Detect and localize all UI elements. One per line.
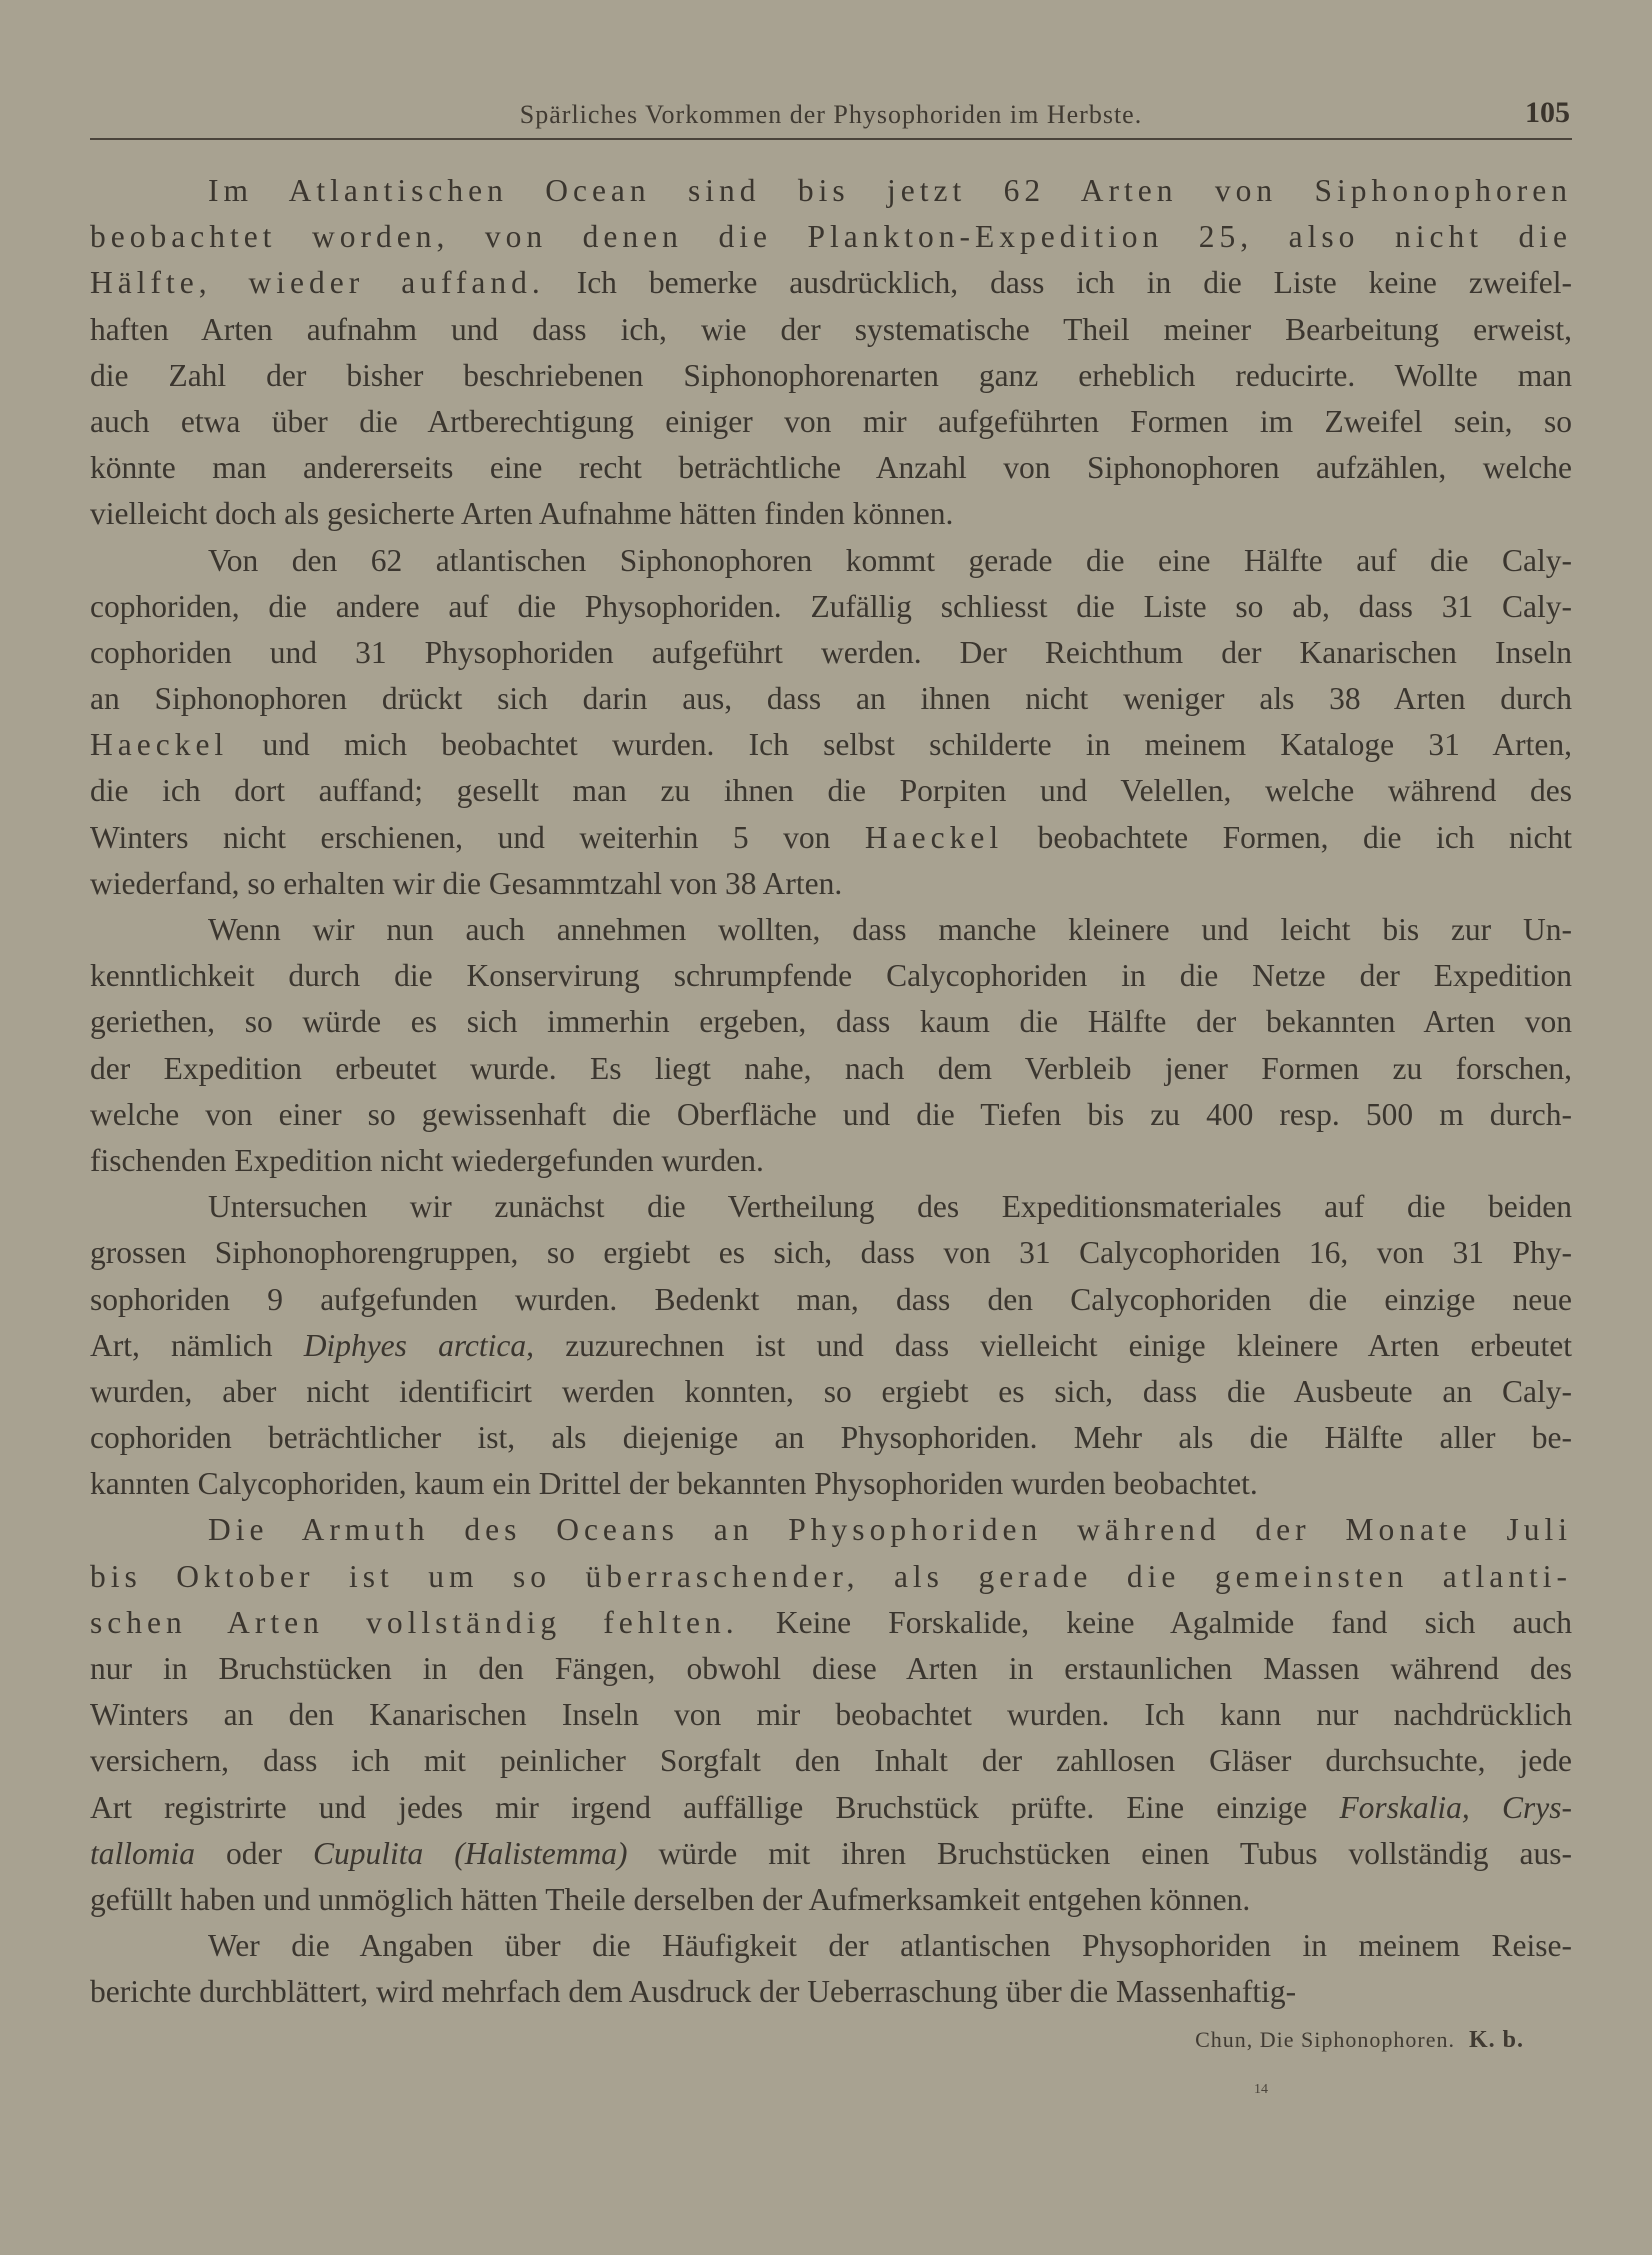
text-segment: die ich dort auffand; gesellt man zu ihnen die Porpiten und Velellen, welche während des [90, 773, 1572, 809]
text-line [90, 1692, 1572, 1738]
text-line [90, 168, 1572, 214]
text-line [90, 353, 1572, 399]
text-line [90, 1969, 1572, 2015]
text-line [90, 260, 1572, 306]
text-segment: würde mit ihren Bruchstücken einen Tubus vollständig aus- [627, 1835, 1572, 1871]
text-segment: und mich beobachtet wurden. Ich selbst schilderte in meinem Kataloge 31 Arten, [228, 727, 1572, 763]
text-segment: cophoriden und 31 Physophoriden aufgeführt werden. Der Reichthum der Kanarischen Inseln [90, 634, 1572, 670]
text-line [90, 538, 1572, 584]
text-line [90, 1277, 1572, 1323]
text-line [90, 1415, 1572, 1461]
text-line [90, 953, 1572, 999]
text-segment: Wenn wir nun auch annehmen wollten, dass manche kleinere und leicht bis zur Un- [208, 912, 1572, 947]
text-line [90, 1877, 1572, 1923]
text-segment: Art, nämlich [90, 1327, 304, 1363]
text-segment: vielleicht doch als gesicherte Arten Aufnahme hätten finden können. [90, 496, 954, 532]
text-line [90, 1369, 1572, 1415]
text-segment: kannten Calycophoriden, kaum ein Drittel der bekannten Physophoriden wurden beobachtet. [90, 1466, 1258, 1502]
signature-text: Chun, Die Siphonophoren. [1195, 2027, 1455, 2052]
text-segment: Keine Forskalide, keine Agalmide fand sich auch [738, 1604, 1572, 1640]
text-segment: Winters an den Kanarischen Inseln von mir beobachtet wurden. Ich kann nur nachdrücklich [90, 1697, 1572, 1733]
text-segment: cophoriden beträchtlicher ist, als diejenige an Physophoriden. Mehr als die Hälfte aller be- [90, 1420, 1572, 1456]
text-segment: fischenden Expedition nicht wiedergefunden wurden. [90, 1142, 764, 1178]
text-line [90, 676, 1572, 722]
text-segment: Art registrirte und jedes mir irgend auffällige Bruchstück prüfte. Eine einzige [90, 1789, 1340, 1825]
text-segment: oder [195, 1835, 314, 1871]
text-line [90, 1323, 1572, 1369]
text-segment: könnte man andererseits eine recht beträchtliche Anzahl von Siphonophoren aufzählen, welche [90, 450, 1572, 486]
italic-text: Cupulita (Halistemma) [313, 1835, 628, 1871]
text-segment: haften Arten aufnahm und dass ich, wie der systematische Theil meiner Bearbeitung erweist, [90, 311, 1572, 347]
running-title: Spärliches Vorkommen der Physophoriden im Herbste. [519, 100, 1143, 129]
sheet-number: 14 [1254, 2082, 1268, 2097]
text-segment: die Zahl der bisher beschriebenen Siphonophorenarten ganz erheblich reducirte. Wollte man [90, 357, 1572, 393]
text-line [90, 445, 1572, 491]
text-segment: beobachtete Formen, die ich nicht [1003, 819, 1572, 855]
spaced-text: bis Oktober ist um so überraschender, als gerade die gemeinsten atlanti- [90, 1558, 1572, 1594]
text-segment: Wer die Angaben über die Häufigkeit der atlantischen Physophoriden in meinem Reise- [208, 1928, 1572, 1964]
text-segment: kenntlichkeit durch die Konservirung schrumpfende Calycophoriden in die Netze der Expedition [90, 958, 1572, 994]
spaced-text: beobachtet worden, von denen die Plankton-Expedition 25, also nicht die [90, 219, 1572, 255]
text-segment: grossen Siphonophorengruppen, so ergiebt es sich, dass von 31 Calycophoriden 16, von 31 Phy- [90, 1235, 1572, 1271]
page-number: 105 [1525, 96, 1570, 129]
italic-text: Forskalia, Crys- [1339, 1789, 1572, 1825]
italic-text: Diphyes arctica, [303, 1327, 535, 1363]
text-line [90, 1046, 1572, 1092]
text-line [90, 907, 1572, 953]
text-line [90, 1600, 1572, 1646]
text-line [90, 1646, 1572, 1692]
text-line [90, 1092, 1572, 1138]
text-line [90, 815, 1572, 861]
text-line [90, 1230, 1572, 1276]
text-segment: nur in Bruchstücken in den Fängen, obwohl diese Arten in erstaunlichen Massen während des [90, 1651, 1572, 1686]
spaced-text: schen Arten vollständig fehlten. [90, 1604, 739, 1640]
signature-mark: K. b. [1468, 2027, 1524, 2053]
text-line [90, 1507, 1572, 1553]
text-segment: versichern, dass ich mit peinlicher Sorgfalt den Inhalt der zahllosen Gläser durchsuchte, jede [90, 1743, 1572, 1779]
text-line [90, 1461, 1572, 1507]
text-line [90, 1738, 1572, 1784]
text-segment: wiederfand, so erhalten wir die Gesammtzahl von 38 Arten. [90, 865, 843, 901]
text-segment: berichte durchblättert, wird mehrfach dem Ausdruck der Ueberraschung über die Massenhaftig- [90, 1974, 1297, 2010]
text-line [90, 1138, 1572, 1184]
text-segment: sophoriden 9 aufgefunden wurden. Bedenkt man, dass den Calycophoriden die einzige neue [90, 1281, 1572, 1317]
text-line [90, 1923, 1572, 1969]
text-segment: Von den 62 atlantischen Siphonophoren kommt gerade die eine Hälfte auf die Caly- [208, 542, 1572, 578]
text-line [90, 399, 1572, 445]
spaced-text: Die Armuth des Oceans an Physophoriden während der Monate Juli [208, 1512, 1572, 1548]
text-segment: cophoriden, die andere auf die Physophoriden. Zufällig schliesst die Liste so ab, dass 31 Caly- [90, 588, 1572, 624]
spaced-text: Haeckel [90, 727, 229, 763]
italic-text: tallomia [90, 1835, 196, 1871]
text-line [90, 214, 1572, 260]
text-line [90, 307, 1572, 353]
printer-signature [1195, 2027, 1524, 2054]
text-segment: Winters nicht erschienen, und weiterhin 5 von [90, 819, 865, 855]
text-line [90, 630, 1572, 676]
text-line [90, 999, 1572, 1045]
text-segment: an Siphonophoren drückt sich darin aus, dass an ihnen nicht weniger als 38 Arten durch [90, 681, 1572, 717]
text-line [90, 1184, 1572, 1230]
spaced-text: Hälfte, wieder auffand. [90, 265, 545, 301]
text-line [90, 768, 1572, 814]
text-line [90, 722, 1572, 768]
text-segment: der Expedition erbeutet wurde. Es liegt nahe, nach dem Verbleib jener Formen zu forschen, [90, 1050, 1572, 1086]
text-line [90, 584, 1572, 630]
text-line [90, 491, 1572, 537]
spaced-text: Im Atlantischen Ocean sind bis jetzt 62 Arten von Siphonophoren [208, 173, 1572, 208]
spaced-text: Haeckel [864, 819, 1004, 855]
body-text [90, 168, 1572, 2016]
text-line [90, 861, 1572, 907]
text-segment: wurden, aber nicht identificirt werden konnten, so ergiebt es sich, dass die Ausbeute an Caly- [90, 1373, 1572, 1409]
text-segment: gefüllt haben und unmöglich hätten Theile derselben der Aufmerksamkeit entgehen können. [90, 1881, 1251, 1917]
text-segment: auch etwa über die Artberechtigung einiger von mir aufgeführten Formen im Zweifel sein, so [90, 403, 1572, 439]
text-segment: geriethen, so würde es sich immerhin ergeben, dass kaum die Hälfte der bekannten Arten von [90, 1004, 1572, 1040]
text-segment: Ich bemerke ausdrücklich, dass ich in die Liste keine zweifel- [544, 265, 1573, 301]
text-line [90, 1554, 1572, 1600]
text-line [90, 1785, 1572, 1831]
text-segment: zuzurechnen ist und dass vielleicht einige kleinere Arten erbeutet [534, 1327, 1572, 1363]
page-header [90, 98, 1572, 140]
text-segment: welche von einer so gewissenhaft die Oberfläche und die Tiefen bis zu 400 resp. 500 m durch- [90, 1096, 1572, 1132]
text-line [90, 1831, 1572, 1877]
text-segment: Untersuchen wir zunächst die Vertheilung des Expeditionsmateriales auf die beiden [208, 1189, 1572, 1225]
